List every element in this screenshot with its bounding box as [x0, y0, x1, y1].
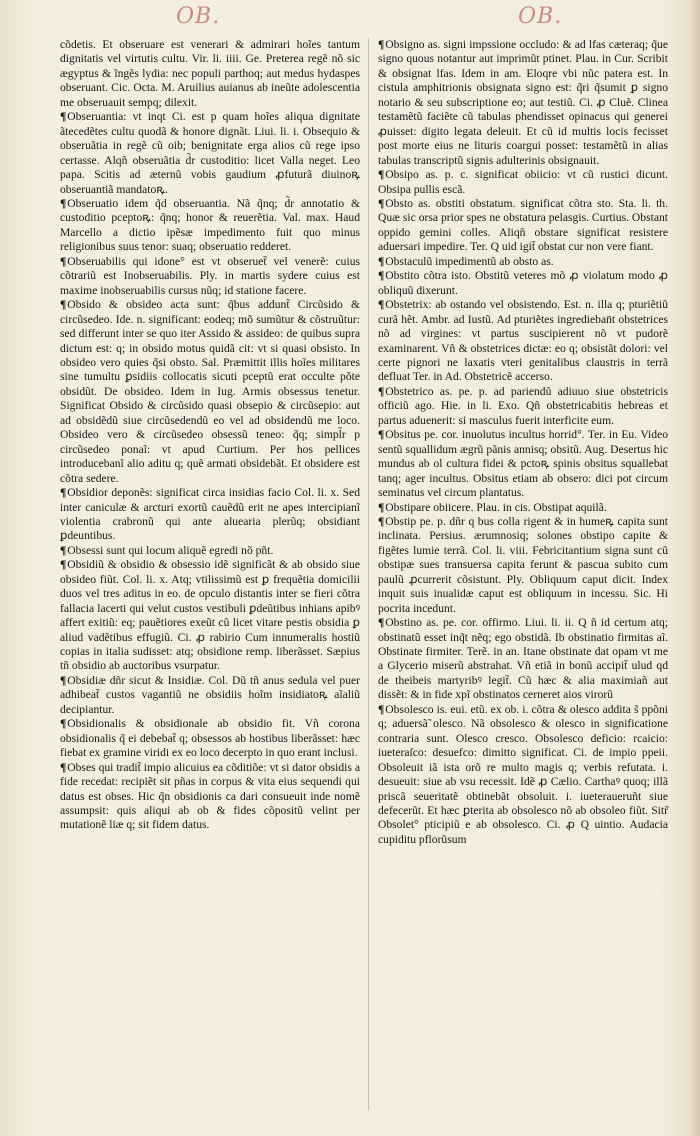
dictionary-entry: ¶Obstino as. pe. cor. offirmo. Liui. li. ii. Q ñ id certum atq; obstinatũ esset inq̃t nẽq; ego obstidã. Ib obstinatio firmitas aĩ. Obstinate firmiter. Terẽ. in an. Itane obstinate dat opam vt me a Glycerio miserũ abstrahat. Vñ etiã in bonũ accipit̃ ulud qd de theibeis martyribꝰ legit̃. Cũ hæc & alia maximiañ aut dissẽt: & in fide xpĩ obstinatos cerneret aios virorũ	[378, 616, 668, 702]
pilcrow-icon: ¶	[60, 543, 67, 557]
dictionary-entry: ¶Obstipare obiicere. Plau. in cis. Obstipat aquilã.	[378, 500, 607, 514]
dictionary-entry: ¶Obstetrico as. pe. p. ad pariendũ adiuuo siue obstetricis officiũ ago. Hie. in li. Exo. Qñ obstetricabitis hebreas et partus aduenerit: si masculus fuerit interficite eum.	[378, 384, 668, 427]
page-edge-shadow	[690, 0, 700, 1136]
dictionary-entry: ¶Obsto as. obstiti obstatum. significat cõtra sto. Sta. li. th. Quæ sic orsa prior spes ne obstatura pelasgis. Curtius. Obstant oppido gemini colles. Aliqñ obstare significat resistere aduersari impedire. Ter. Q uid igit̃ obstat cur non vere fiant.	[378, 196, 668, 254]
dictionary-entry: ¶Obseruatio idem q̃d obseruantia. Nã q̃nq; d̃r annotatio & custoditio pceptoꝶ: q̃nq; honor & reuerẽtia. Val. max. Haud Marcello a dictio ipẽsæ impedimento fuit quo minus religionibus suus tenor: suaq; obseruatio redderet.	[60, 196, 360, 254]
pilcrow-icon: ¶	[60, 110, 67, 124]
pilcrow-icon: ¶	[60, 760, 67, 774]
dictionary-entry: cõdetis. Et obseruare est venerari & admirari hoĩes tantum dignitatis vel virtutis cultu. Vir. li. iiii. Ge. Preterea regẽ nõ sic ægyptus & ĩngẽs lydia: nec populi parthoq; aut medus hydaspes obseruant. Cic. Octa. M. Aruilius auianus ab ineũte adolescentia me obseruauit sempq; dilexit.	[60, 38, 360, 109]
pilcrow-icon: ¶	[60, 558, 67, 572]
pilcrow-icon: ¶	[378, 514, 385, 528]
pilcrow-icon: ¶	[378, 298, 385, 312]
dictionary-entry: ¶Obsido & obsideo acta sunt: q̃bus addunt̃ Circũsido & circũsedeo. Ide. n. significant: eodeq; mõ sumũtur & cõstruũtur: sed differunt inter se quo iter Assido & assideo: de quibus supra dictum est: q; in obsido motus quidã cit: vt si quasi obsisto. In obsideo vero quies q̃si obsto. Sal. Præmittit illis hoĩes militares sine tumultu ꝑsidiis collocatis sicuti pceptũ erat occulte põte obsidũt. De obsideo. Idem in Iug. Armis obsessus tenetur. Significat Obsido & circũsido quasi obsepio & circũsepio: aut ad obsidẽdũ siue circũsedendũ eo vel ad obsidendũ me loco. Obsideo vero & circũsedeo obsessũ teneo: q̃q; simpl̃r p circũsedeo ponaĩ: vt apud Curtium. Per hos pellices introducebanĩ alio aditu q; quẽ armati obsidebãt. Et obsidere est cõtra sedere.	[60, 298, 360, 485]
dictionary-entry: ¶Obses qui tradit̃ impio alicuius ea cõditiõe: vt si dator obsidis a fide recedat: recipiẽt sit pñas in corpus & vita eius sequendi qui datus est obses. Hic q̃n obsidionis ca dari consueuit inde nomẽ assumpsit: quis aliqui ab ob & fides cõpositũ velint per mutationẽ liæ q; sit fidem datus.	[60, 760, 360, 832]
dictionary-entry: ¶Obsidior deponẽs: significat circa insidias facio Col. li. x. Sed inter caniculæ & arcturi exortũ cauẽdũ erit ne apes intercipianĩ violentia crabronũ qui ante aluearia plerũq; obsidiant ꝑdeuntibus.	[60, 486, 360, 543]
pilcrow-icon: ¶	[378, 616, 385, 630]
dictionary-entry: ¶Obsidionalis & obsidionale ab obsidio fit. Vñ corona obsidionalis q̃ ei debebat̃ q; obsessos ab hostibus liberãsset: hæc fiebat ex gramine viridi ex eo loco decerpto in quo erant inclusi.	[60, 717, 360, 760]
dictionary-entry: ¶Obseruantia: vt inqt Ci. est p quam hoĩes aliqua dignitate ãtecedẽtes cultu quodã & honore dignãt. Liui. li. i. Obsequio & obseruãtia in regẽ cũ oib; benignitate erga alios cũ rege ipso certasse. Alqñ obseruãtia d̃r custoditio: licet Valla neget. Leo papa. Scitis ad æternũ vobis gaudium ꝓfuturã diuinoꝶ obseruantiã mandatoꝶ.	[60, 110, 360, 196]
pilcrow-icon: ¶	[378, 38, 385, 51]
dictionary-entry: ¶Obseruabilis qui idone° est vt obseruet̃ vel venerẽ: cuius cõtrariũ est Inobseruabilis. Ply. in martis sydere cuius est maxime inobseruabilis cursus nũq; id statione facere.	[60, 254, 360, 297]
dictionary-entry: ¶Obstaculũ impedimentũ ab obsto as.	[378, 254, 554, 268]
pilcrow-icon: ¶	[378, 254, 385, 268]
dictionary-entry: ¶Obsipo as. p. c. significat obiicio: vt cũ rustici dicunt. Obsipa pullis escã.	[378, 168, 668, 196]
dictionary-entry: ¶Obsessi sunt qui locum aliquẽ egredi nõ pñt.	[60, 543, 274, 557]
pilcrow-icon: ¶	[378, 500, 385, 514]
text-column-left	[60, 38, 360, 833]
pilcrow-icon: ¶	[60, 486, 67, 500]
margin-annotation-right: OB.	[518, 4, 563, 29]
dictionary-entry: ¶Obsitus pe. cor. inuolutus incultus horrid°. Ter. in Eu. Video sentũ squallidum ægrũ pãnis annisq; obsitũ. Aug. Desertus hic mundus ab ol cultura fidei & pctoꝶ spinis obsitus squallebat tanq; ager incultus. Obsitus etiam ab obsero: dici pot circum seminatus vel circum plantatus.	[378, 428, 668, 500]
pilcrow-icon: ¶	[378, 384, 385, 398]
pilcrow-icon: ¶	[60, 196, 67, 210]
dictionary-entry: ¶Obstip pe. p. dñr q bus colla rigent & in humeꝶ capita sunt inclinata. Persius. ærumnosiq; solones obstipo capite & figẽtes lumie terrã. Col. li. viii. Febricitantium signa sunt cũ obstipæ sues transuersa capita ferunt & pascua subito cum paulũ ꝓcurrerit cõsistunt. Ply. Obliquum caput dicit. Index inquit suis inualidæ caput est obliquum in incessu. Sic. Hi pocrita incedunt.	[378, 514, 668, 615]
pilcrow-icon: ¶	[60, 298, 67, 312]
dictionary-entry: ¶Obsidiũ & obsidio & obsessio idẽ significãt & ab obsido siue obsideo fiũt. Col. li. x. Atq; vtilissimũ est ꝑ frequẽtia domicilii duos vel tres aditus in eo. de opculo distantis inter se fieri cõtra fallacia lacerti qui velut custos vestibuli ꝑdeũtibus inhians apibꝰ affert exitiũ: eq; pauẽtiores exeũt cũ licet vitare pestis obsidia ꝑ aliud vadẽtibus effugiũ. Ci. ꝓ rabirio Cum innumeralis hostiũ copias in italia sudisset: atq; obsidione remp. liberãsset. Sæpius tñ obsidio ab auctoribus vsurpatur.	[60, 558, 360, 673]
pilcrow-icon: ¶	[378, 196, 385, 210]
dictionary-entry: ¶Obsidiæ dñr sicut & Insidiæ. Col. Dũ tñ anus sedula vel puer adhibeat̃ custos vagantiũ ne obsidiis hoĩm insidiatoꝶ aĩaliũ decipiantur.	[60, 673, 360, 716]
pilcrow-icon: ¶	[378, 428, 385, 442]
dictionary-entry: ¶Obstetrix: ab ostando vel obsistendo. Est. n. illa q; pturiẽtiũ curã hẽt. Ambr. ad Iustũ. Ad pturiẽtes ingredieban̄t obstetrices nõ ad virgines: vt partus suscipierent nõ vt pudorẽ examinarent. Vñ & obstetrices dictæ: eo q; obsistãt dolori: vel certe pignori ne laxatis vteri genitalibus claustris in terrã defluat Ter. in Ad. Obstetricẽ accerso.	[378, 298, 668, 384]
column-divider	[368, 38, 369, 1110]
text-column-right	[378, 38, 668, 847]
dictionary-entry: ¶Obsolesco is. eui. etũ. ex ob. i. cõtra & olesco addita s̃ ppõni q; aduersã̃ olesco. Nã obsolesco & olesco in significatione contraria sunt. Olesco cresco. Obsolesco deficio: rcaicio: iueteraſco: desuefco: dimitto significat. Ci. de impio ppeii. Obsoleuit iã ista orõ re multo magis q; verbis refutata. i. desueuit: siue ab vsu recessit. Idẽ ꝓ Cælio. Carthaꝰ quoq; illã priscã seueritatẽ obtinebãt obsoluit. i. iueteraueruñt siue defecerũt. Et hæc ꝑterita ab obsolesco nõ ab obsoleo fiũt. Sitr̃ Obsolet° pticipiũ e ab obsolesco. Ci. ꝓ Q uintio. Audacia cupiditu pflorũsum	[378, 702, 668, 846]
pilcrow-icon: ¶	[60, 673, 67, 687]
pilcrow-icon: ¶	[60, 717, 67, 731]
dictionary-entry: ¶Obsigno as. signi impssione occludo: & ad lfas cæteraq; q̃ue signo quous notantur aut imprimũt ptinet. Plau. in Cur. Scribit & obsignat lfas. Idem in am. Eloqre vbi nũc patera est. In cistula amphitrionis obsignata signo est: q̃ri q̃sumit ꝑ signo notario & seu subscriptione eo; aut testiũ. Ci. ꝓ Cluẽ. Clinea testamẽtũ faciẽte cũ tabulas phendisset opinacus qui generei ꝓuisset: digito legata deleuit. Et cũ id multis locis fecisset post morte eius ne lituris coargui posset: testamẽtũ in alias tabulas transcriptũ signis adulterinis obsignauit.	[378, 38, 668, 167]
pilcrow-icon: ¶	[378, 702, 385, 716]
margin-annotation-left: OB.	[176, 4, 221, 29]
pilcrow-icon: ¶	[378, 168, 385, 182]
pilcrow-icon: ¶	[378, 269, 385, 283]
dictionary-entry: ¶Obstito cõtra isto. Obstitũ veteres mõ ꝓ violatum modo ꝓ obliquũ dixerunt.	[378, 269, 668, 297]
pilcrow-icon: ¶	[60, 254, 67, 268]
